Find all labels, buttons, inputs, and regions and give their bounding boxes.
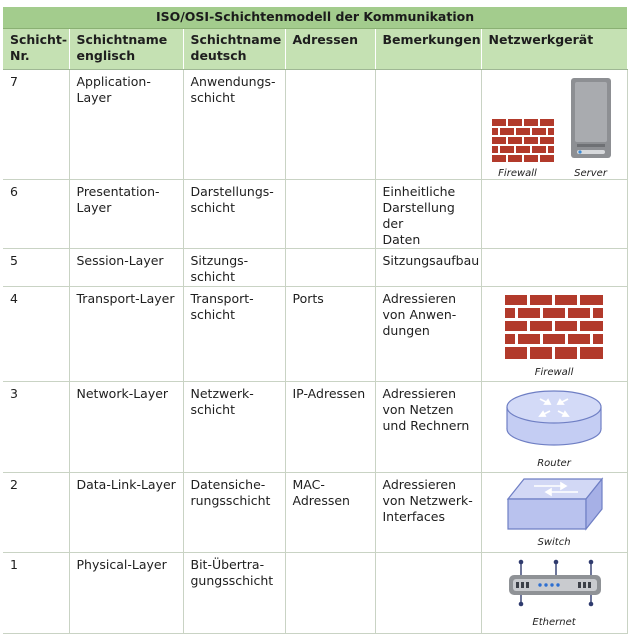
layer-addresses: Ports (285, 286, 375, 381)
network-device-cell (481, 472, 627, 552)
device-caption: Switch (537, 536, 571, 548)
layer-name-english: Data-Link-Layer (69, 472, 183, 552)
firewall-icon (492, 119, 554, 162)
layer-addresses (285, 552, 375, 633)
layer-number: 7 (3, 69, 69, 179)
header-layer-number: Schicht- Nr. (3, 28, 69, 69)
layer-remarks: Adressieren von Anwen- dungen (375, 286, 481, 381)
header-name-german: Schichtname deutsch (183, 28, 285, 69)
header-name-english: Schichtname englisch (69, 28, 183, 69)
table-title: ISO/OSI-Schichtenmodell der Kommunikation (3, 7, 627, 28)
switch-icon (506, 477, 604, 533)
layer-number: 1 (3, 552, 69, 633)
network-device-cell (481, 381, 627, 472)
device-caption: Server (574, 167, 607, 179)
network-device-cell (481, 552, 627, 633)
firewall-icon (505, 295, 603, 359)
network-device-cell (481, 248, 627, 286)
layer-remarks: Adressieren von Netzen und Rechnern (375, 381, 481, 472)
layer-name-german: Sitzungs- schicht (183, 248, 285, 286)
header-row (3, 28, 627, 69)
table-row (3, 179, 627, 248)
layer-name-german: Bit-Übertra- gungsschicht (183, 552, 285, 633)
table-row (3, 472, 627, 552)
table-row (3, 552, 627, 633)
layer-remarks: Sitzungsaufbau (375, 248, 481, 286)
network-device-cell (481, 286, 627, 381)
layer-name-german: Anwendungs- schicht (183, 69, 285, 179)
layer-addresses (285, 179, 375, 248)
layer-name-german: Darstellungs- schicht (183, 179, 285, 248)
layer-name-english: Transport-Layer (69, 286, 183, 381)
layer-addresses (285, 248, 375, 286)
header-network-device: Netzwerkgerät (481, 28, 627, 69)
header-remarks: Bemerkungen (375, 28, 481, 69)
layer-name-german: Transport- schicht (183, 286, 285, 381)
layer-name-german: Netzwerk- schicht (183, 381, 285, 472)
layer-name-english: Presentation- Layer (69, 179, 183, 248)
device-caption: Ethernet (532, 616, 576, 628)
layer-addresses: MAC- Adressen (285, 472, 375, 552)
router-icon (504, 387, 604, 449)
device-caption: Firewall (534, 366, 574, 378)
layer-name-german: Datensiche- rungsschicht (183, 472, 285, 552)
ethernet-icon (506, 559, 604, 607)
layer-name-english: Application- Layer (69, 69, 183, 179)
layer-remarks (375, 69, 481, 179)
layer-number: 6 (3, 179, 69, 248)
device-caption: Firewall (498, 167, 537, 179)
layer-name-english: Network-Layer (69, 381, 183, 472)
osi-table (3, 7, 628, 634)
layer-number: 4 (3, 286, 69, 381)
table-row (3, 248, 627, 286)
layer-addresses: IP-Adressen (285, 381, 375, 472)
layer-remarks: Einheitliche Darstellung der Daten (375, 179, 481, 248)
layer-remarks (375, 552, 481, 633)
device-caption: Router (537, 457, 571, 469)
layer-addresses (285, 69, 375, 179)
header-addresses: Adressen (285, 28, 375, 69)
layer-number: 3 (3, 381, 69, 472)
layer-name-english: Physical-Layer (69, 552, 183, 633)
table-row (3, 69, 627, 179)
layer-name-english: Session-Layer (69, 248, 183, 286)
server-icon (571, 78, 611, 158)
table-title-row (3, 7, 627, 28)
table-row (3, 286, 627, 381)
table-row (3, 381, 627, 472)
network-device-cell (481, 69, 627, 179)
network-device-cell (481, 179, 627, 248)
layer-remarks: Adressieren von Netzwerk- Interfaces (375, 472, 481, 552)
layer-number: 2 (3, 472, 69, 552)
layer-number: 5 (3, 248, 69, 286)
